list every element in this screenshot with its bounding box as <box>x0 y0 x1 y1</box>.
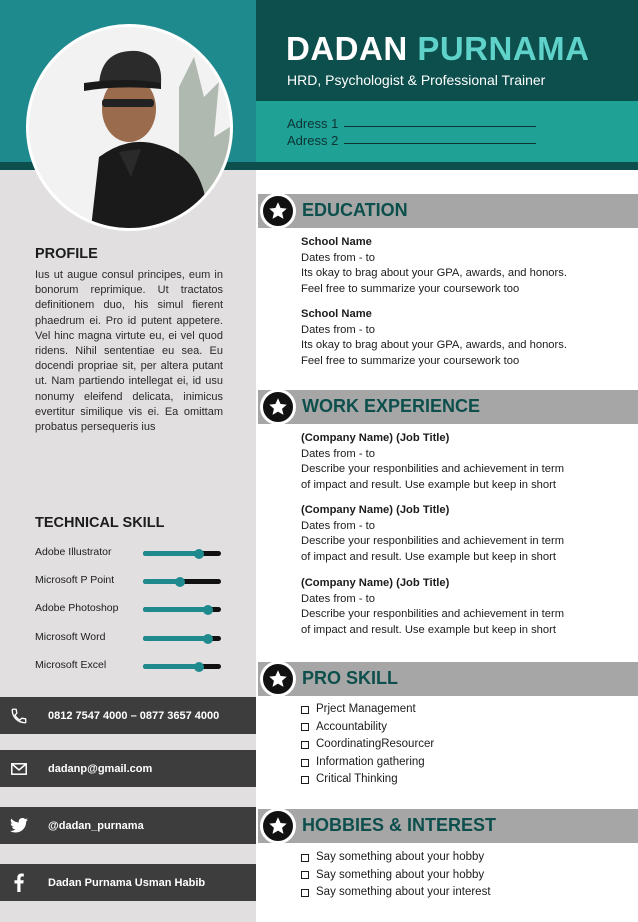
job-title: (Company Name) (Job Title) <box>301 432 450 444</box>
checkbox-icon <box>301 776 309 784</box>
last-name: PURNAMA <box>417 30 590 67</box>
entry-description: Describe your responbilities and achievement in term <box>301 535 565 548</box>
work-title: WORK EXPERIENCE <box>302 396 481 416</box>
email-text: dadanp@gmail.com <box>48 762 153 775</box>
hobby-item <box>301 849 491 867</box>
header-address-band <box>256 101 638 162</box>
skill-name: Adobe Photoshop <box>35 602 119 614</box>
job-title: (Company Name) (Job Title) <box>301 577 450 589</box>
contact-phone <box>0 697 256 734</box>
hobbies-band <box>258 809 638 843</box>
job-subtitle: HRD, Psychologist & Professional Trainer <box>287 72 546 88</box>
checkbox-icon <box>301 706 309 714</box>
pro-skill-item <box>301 701 434 719</box>
skill-name: Adobe Illustrator <box>35 546 112 558</box>
entry-description: of impact and result. Use example but keep in short <box>301 623 556 636</box>
pro-skill-band <box>258 662 638 696</box>
skill-knob <box>194 662 204 672</box>
skill-row <box>35 658 225 674</box>
skill-fill <box>143 551 199 556</box>
entry-dates: Dates from - to <box>301 447 375 460</box>
twitter-icon <box>0 818 38 833</box>
pro-skill-label: Critical Thinking <box>316 773 398 786</box>
hobby-item <box>301 884 491 902</box>
education-entry <box>301 307 631 369</box>
pro-skill-list <box>301 701 434 789</box>
star-icon <box>260 389 296 425</box>
address-1-line <box>344 126 536 127</box>
skill-knob <box>194 549 204 559</box>
hobbies-title: HOBBIES & INTEREST <box>302 815 497 835</box>
entry-description: Describe your responbilities and achievement in term <box>301 463 565 476</box>
school-name: School Name <box>301 236 372 248</box>
pro-skill-title: PRO SKILL <box>302 668 399 688</box>
profile-text: Ius ut augue consul principes, eum in bonorum reprimique. Ut tractatos definitionem duo, his simul fierent phaedrum ei. Pro id putent appetere. Vel hinc magna virtute eu, ei vel quod ridens. Nihil sententiae eu sea. Eu docendi propriae sit, per altera putant ut. Nam partiendo intellegat ei, id usu nonumy eleifend delicata, inimicus evertitur similique vis ei. Ea omittam probatus persequeris ius <box>35 269 223 434</box>
twitter-text: @dadan_purnama <box>48 819 144 832</box>
star-icon <box>260 661 296 697</box>
facebook-text: Dadan Purnama Usman Habib <box>48 876 206 889</box>
pro-skill-label: Accountability <box>316 720 387 733</box>
contact-facebook <box>0 864 256 901</box>
hobby-label: Say something about your hobby <box>316 868 485 881</box>
skill-bar <box>143 607 221 612</box>
contact-email <box>0 750 256 787</box>
phone-icon <box>0 707 38 725</box>
skill-bar <box>143 664 221 669</box>
address-1 <box>287 116 536 131</box>
technical-skill-title: TECHNICAL SKILL <box>35 515 165 531</box>
facebook-icon <box>0 873 38 892</box>
pro-skill-item <box>301 754 434 772</box>
address-1-label: Adress 1 <box>287 116 339 131</box>
entry-description: Its okay to brag about your GPA, awards, and honors. <box>301 267 567 280</box>
star-icon <box>260 808 296 844</box>
skill-row <box>35 573 225 589</box>
skill-name: Microsoft Word <box>35 631 106 643</box>
entry-description: Its okay to brag about your GPA, awards, and honors. <box>301 339 567 352</box>
entry-description: of impact and result. Use example but keep in short <box>301 550 556 563</box>
checkbox-icon <box>301 854 309 862</box>
pro-skill-item <box>301 736 434 754</box>
checkbox-icon <box>301 741 309 749</box>
pro-skill-item <box>301 771 434 789</box>
skill-knob <box>175 577 185 587</box>
skill-bar <box>143 636 221 641</box>
person-name <box>286 30 590 68</box>
profile-title: PROFILE <box>35 246 98 262</box>
skill-fill <box>143 636 208 641</box>
skill-row <box>35 601 225 617</box>
work-entry <box>301 503 631 565</box>
phone-text: 0812 7547 4000 – 0877 3657 4000 <box>48 709 220 722</box>
work-entry <box>301 431 631 493</box>
hobby-label: Say something about your interest <box>316 886 491 899</box>
entry-description: Describe your responbilities and achievement in term <box>301 608 565 621</box>
pro-skill-label: Information gathering <box>316 755 425 768</box>
pro-skill-label: Prject Management <box>316 703 416 715</box>
checkbox-icon <box>301 871 309 879</box>
work-band <box>258 390 638 424</box>
checkbox-icon <box>301 759 309 767</box>
skill-fill <box>143 664 199 669</box>
skill-fill <box>143 607 208 612</box>
checkbox-icon <box>301 889 309 897</box>
profile-photo <box>26 24 233 231</box>
job-title: (Company Name) (Job Title) <box>301 504 450 516</box>
education-band <box>258 194 638 228</box>
contact-twitter <box>0 807 256 844</box>
checkbox-icon <box>301 723 309 731</box>
school-name: School Name <box>301 308 372 320</box>
address-2-label: Adress 2 <box>287 133 339 148</box>
skill-row <box>35 630 225 646</box>
pro-skill-label: CoordinatingResourcer <box>316 738 435 751</box>
pro-skill-item <box>301 719 434 737</box>
skill-knob <box>203 634 213 644</box>
entry-dates: Dates from - to <box>301 251 375 264</box>
skill-name: Microsoft P Point <box>35 574 115 586</box>
entry-dates: Dates from - to <box>301 323 375 336</box>
hobbies-list <box>301 849 491 902</box>
entry-description: Feel free to summarize your coursework too <box>301 354 520 367</box>
address-2 <box>287 133 536 148</box>
skill-row <box>35 545 225 561</box>
skill-bar <box>143 579 221 584</box>
hobby-label: Say something about your hobby <box>316 851 485 863</box>
hobby-item <box>301 867 491 885</box>
skill-knob <box>203 605 213 615</box>
skill-bar <box>143 551 221 556</box>
first-name: DADAN <box>286 30 408 67</box>
email-icon <box>0 763 38 775</box>
education-title: EDUCATION <box>302 200 408 220</box>
star-icon <box>260 193 296 229</box>
work-entry <box>301 576 631 638</box>
entry-description: Feel free to summarize your coursework too <box>301 282 520 295</box>
skill-name: Microsoft Excel <box>35 659 107 671</box>
entry-dates: Dates from - to <box>301 592 375 605</box>
address-2-line <box>344 143 536 144</box>
education-entry <box>301 235 631 297</box>
entry-description: of impact and result. Use example but keep in short <box>301 478 556 491</box>
entry-dates: Dates from - to <box>301 519 375 532</box>
